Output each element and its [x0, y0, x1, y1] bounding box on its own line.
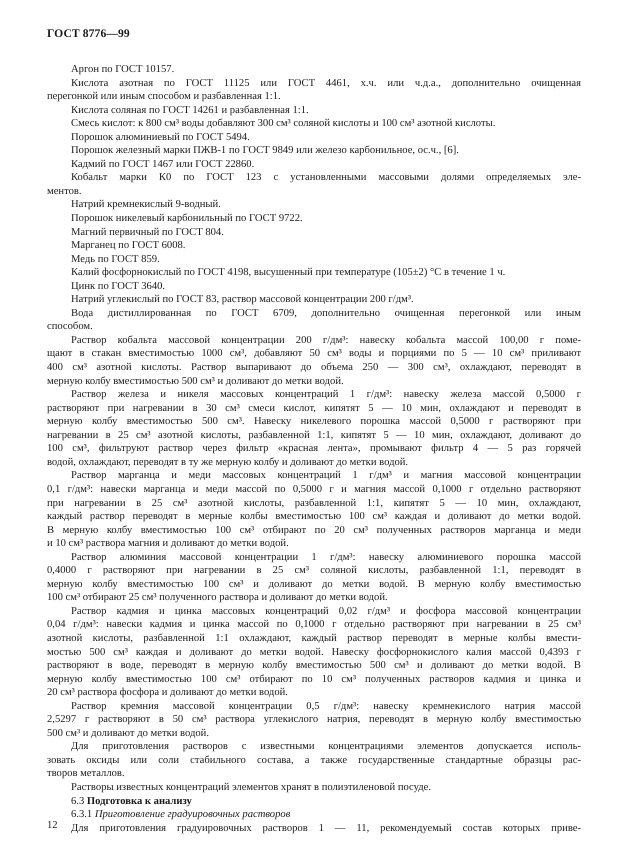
line-text: ментов. — [47, 185, 82, 197]
line-text: Порошок железный марки ПЖВ-1 по ГОСТ 9849 или железо карбонильное, ос.ч., [6]. — [71, 145, 459, 157]
text-line — [47, 822, 581, 836]
line-text: 0,4000 г растворяют при нагревании в 25 см³ соляной кислоты, разбавленной 1:1, переводят в — [47, 565, 581, 577]
line-text: каждый раствор переводят в мерные колбы вместимостью 100 см³ каждая и доливают до метки водой. — [47, 511, 581, 523]
line-text: Марганец по ГОСТ 6008. — [71, 240, 186, 252]
line-text: 500 см³ и доливают до метки водой. — [47, 727, 209, 739]
line-text: Для приготовления растворов с известными концентрациями элементов допускается исполь- — [71, 741, 581, 753]
line-text: 6.3 — [71, 795, 87, 807]
line-text: Магний первичный по ГОСТ 804. — [71, 226, 224, 238]
text-line — [47, 388, 581, 402]
line-text: Натрий углекислый по ГОСТ 83, раствор массовой концентрации 200 г/дм³. — [71, 294, 414, 306]
line-text: 0,1 г/дм³: навески марганца и меди массой по 0,5000 г и магния массой 0,1000 г отдельно растворяют — [47, 483, 581, 495]
text-line — [47, 673, 581, 687]
line-text: Растворы известных концентраций элементов хранят в полиэтиленовой посуде. — [71, 781, 431, 793]
text-line — [47, 158, 581, 172]
line-text: Раствор алюминия массовой концентрации 1 г/дм³: навеску алюминиевого порошка массой — [71, 551, 581, 563]
line-text: Смесь кислот: к 800 см³ воды добавляют 300 см³ соляной кислоты и 100 см³ азотной кислоты. — [71, 118, 496, 130]
line-text: Для приготовления градуировочных растворов 1 — 11, рекомендуемый состав которых приве- — [71, 822, 581, 834]
text-line — [47, 578, 581, 592]
text-line — [47, 497, 581, 511]
text-line — [47, 293, 581, 307]
line-text: 100 см³ отбирают 25 см³ полученного раствора и доливают до метки водой. — [47, 592, 388, 604]
text-line — [47, 104, 581, 118]
line-text: мостью 500 см³ каждая и доливают до метки водой. Навеску фосфорнокислого калия массой 0,4393 г — [47, 646, 581, 658]
text-line — [47, 320, 581, 334]
line-text: Раствор кремния массовой концентрации 0,5 г/дм³: навеску кремнекислого натрия массой — [71, 700, 581, 712]
text-line — [47, 415, 581, 429]
text-line — [47, 334, 581, 348]
text-line — [47, 63, 581, 77]
text-line — [47, 686, 581, 700]
line-text: Раствор кобальта массовой концентрации 200 г/дм³: навеску кобальта массой 100,00 г поме- — [71, 334, 581, 346]
text-line — [47, 632, 581, 646]
line-text: творов металлов. — [47, 768, 125, 780]
line-text: при нагревании в 25 см³ азотной кислоты, разбавленной 1:1, кипятят 5 — 10 мин, охлаждают, — [47, 497, 581, 509]
text-line — [47, 808, 581, 822]
text-line — [47, 266, 581, 280]
text-line — [47, 77, 581, 91]
text-line — [47, 361, 581, 375]
line-text: Аргон по ГОСТ 10157. — [71, 64, 175, 75]
text-line — [47, 456, 581, 470]
text-line — [47, 524, 581, 538]
text-line — [47, 117, 581, 131]
text-line — [47, 605, 581, 619]
text-line — [47, 781, 581, 795]
line-text: и 10 см³ раствора магния и доливают до метки водой. — [47, 538, 289, 550]
line-text: Натрий кремнекислый 9-водный. — [71, 199, 221, 211]
line-text: Вода дистиллированная по ГОСТ 6709, дополнительно очищенная перегонкой или иным — [71, 307, 581, 319]
text-line — [47, 171, 581, 185]
line-text: азотной кислоты, разбавленной 1:1 охлаждают, каждый раствор переводят в мерные колбы вмести- — [47, 632, 581, 644]
text-line — [47, 795, 581, 809]
text-line — [47, 90, 581, 104]
line-text: растворяют при нагревании в 30 см³ смеси кислот, кипятят 5 — 10 мин, охлаждают и переводят в — [47, 402, 581, 414]
line-text: нагревании в 25 см³ азотной кислоты, разбавленной 1:1, кипятят 5 — 10 мин, охлаждают, доливают до — [47, 429, 581, 441]
line-text: Порошок алюминиевый по ГОСТ 5494. — [71, 131, 250, 143]
text-line — [47, 700, 581, 714]
text-line — [47, 402, 581, 416]
text-line — [47, 713, 581, 727]
text-line — [47, 375, 581, 389]
text-line — [47, 564, 581, 578]
text-line — [47, 618, 581, 632]
line-text: мерную колбу вместимостью 100 см³ отбирают по 10 см³ полученных растворов кадмия и цинка и — [47, 673, 581, 685]
text-line — [47, 510, 581, 524]
line-text: перегонкой или иным способом и разбавленная 1:1. — [47, 91, 281, 103]
line-text: Цинк по ГОСТ 3640. — [71, 280, 166, 292]
line-text: Раствор железа и никеля массовых концентраций 1 г/дм³: навеску железа массой 0,5000 г — [71, 389, 581, 401]
text-line — [47, 646, 581, 660]
line-text: Порошок никелевый карбонильный по ГОСТ 9722. — [71, 213, 303, 225]
line-text: 6.3.1 — [71, 809, 95, 821]
line-text: Калий фосфорнокислый по ГОСТ 4198, высушенный при температуре (105±2) °С в течение 1 ч. — [71, 267, 506, 279]
line-text: 100 см³, фильтруют раствор через фильтр «красная лента», промывают фильтр 4 — 5 раз горячей — [47, 443, 581, 455]
text-line — [47, 537, 581, 551]
line-text: растворяют в воде, переводят в мерную колбу вместимостью 500 см³ и доливают до метки водой. В — [47, 660, 581, 672]
document-body — [47, 63, 581, 835]
line-text: Кадмий по ГОСТ 1467 или ГОСТ 22860. — [71, 158, 255, 170]
line-text: зовать оксиды или соли стабильного состава, а также государственные стандартные образцы рас- — [47, 754, 581, 766]
line-text: В мерную колбу вместимостью 100 см³ отбирают по 20 см³ полученных растворов марганца и меди — [47, 524, 581, 536]
page-header: ГОСТ 8776—99 — [47, 27, 130, 40]
text-line — [47, 740, 581, 754]
line-text: 20 см³ раствора фосфора и доливают до метки водой. — [47, 687, 288, 699]
text-line — [47, 226, 581, 240]
section-heading: Подготовка к анализу — [86, 795, 192, 807]
line-text: мерную колбу вместимостью 500 см³. Навеску никелевого порошка массой 0,5000 г растворяют при — [47, 416, 581, 428]
text-line — [47, 131, 581, 145]
text-line — [47, 442, 581, 456]
text-line — [47, 144, 581, 158]
line-text: щают в стакан вместимостью 1000 см³, добавляют 50 см³ воды и порциями по 5 — 10 см³ приливают — [47, 348, 581, 360]
line-text: Кобальт марки К0 по ГОСТ 123 с установленными массовыми долями определяемых эле- — [71, 172, 581, 184]
text-line — [47, 198, 581, 212]
text-line — [47, 483, 581, 497]
text-line — [47, 551, 581, 565]
line-text: 2,5297 г растворяют в 50 см³ раствора углекислого натрия, переводят в мерную колбу вместимостью — [47, 714, 581, 726]
text-line — [47, 239, 581, 253]
text-line — [47, 253, 581, 267]
line-text: способом. — [47, 321, 93, 333]
text-line — [47, 754, 581, 768]
line-text: водой, охлаждают, переводят в ту же мерную колбу и доливают до метки водой. — [47, 456, 409, 468]
text-line — [47, 429, 581, 443]
line-text: мерную колбу вместимостью 500 см³ и доливают до метки водой. — [47, 375, 344, 387]
line-text: мерную колбу вместимостью 100 см³ и доливают до метки водой. В мерную колбу вместимостью — [47, 578, 581, 590]
line-text: Раствор кадмия и цинка массовых концентраций 0,02 г/дм³ и фосфора массовой концентрации — [71, 605, 581, 617]
subsection-heading: Приготовление градуировочных растворов — [94, 809, 291, 821]
line-text: 400 см³ азотной кислоты. Раствор выпаривают до объема 250 — 300 см³, охлаждают, переводят в — [47, 362, 581, 374]
text-line — [47, 307, 581, 321]
line-text: 0,04 г/дм³: навески кадмия и цинка массой по 0,1000 г отдельно растворяют при нагревании в 25 см³ — [47, 619, 581, 631]
line-text: Кислота азотная по ГОСТ 11125 или ГОСТ 4461, х.ч. или ч.д.а., дополнительно очищенная — [71, 77, 581, 89]
text-line — [47, 469, 581, 483]
line-text: Медь по ГОСТ 859. — [71, 253, 160, 265]
text-line — [47, 727, 581, 741]
text-line — [47, 347, 581, 361]
line-text: Кислота соляная по ГОСТ 14261 и разбавленная 1:1. — [71, 104, 309, 116]
text-line — [47, 591, 581, 605]
text-line — [47, 212, 581, 226]
page-number: 12 — [47, 820, 58, 831]
text-line — [47, 185, 581, 199]
text-line — [47, 280, 581, 294]
text-line — [47, 659, 581, 673]
line-text: Раствор марганца и меди массовых концентраций 1 г/дм³ и магния массовой концентрации — [71, 470, 581, 482]
text-line — [47, 767, 581, 781]
